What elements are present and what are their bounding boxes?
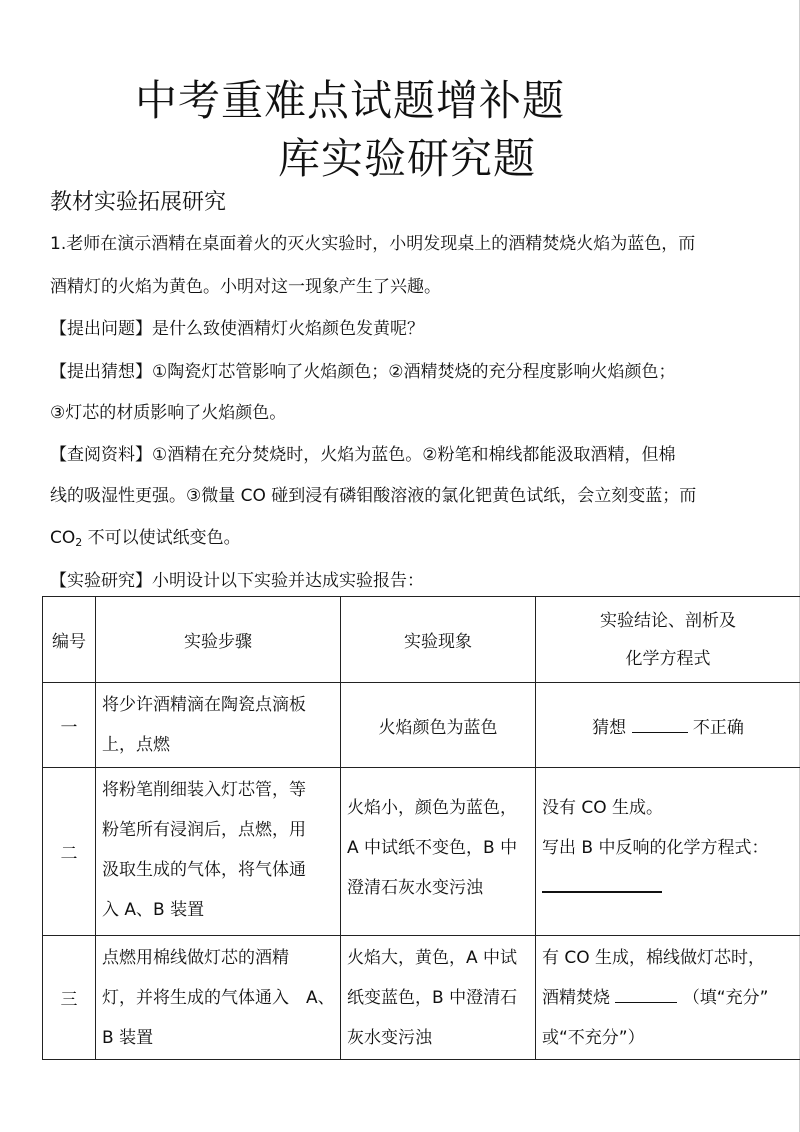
row2-steps-line-3: 汲取生成的气体，将气体通 — [102, 860, 306, 880]
row1-steps-line-2: 上，点燃 — [102, 735, 170, 755]
row3-conclusion-line-2 — [542, 978, 796, 1018]
co2-formula: CO — [50, 528, 76, 548]
row2-phenomena-line-2: A 中试纸不变色，B 中 — [347, 838, 518, 858]
page-title-line-2: 库实验研究题 — [278, 134, 537, 183]
row3-phenomena-line-2: 纸变蓝色，B 中澄清石 — [347, 988, 518, 1008]
row2-conclusion-line-2: 写出 B 中反响的化学方程式： — [542, 838, 769, 858]
row3-conclusion-line-3: 或“不充分”） — [542, 1028, 645, 1048]
combustion-answer-blank[interactable] — [615, 988, 677, 1003]
header-conclusion — [536, 597, 800, 683]
row3-phenomena-line-1: 火焰大，黄色，A 中试 — [347, 948, 518, 968]
data-line-2: 线的吸湿性更强。③微量 CO 碰到浸有磷钼酸溶液的氯化钯黄色试纸，会立刻变蓝；而 — [50, 486, 697, 506]
row1-phenomena: 火焰颜色为蓝色 — [341, 683, 536, 768]
hypothesis-line-1: 【提出猜想】①陶瓷灯芯管影响了火焰颜色；②酒精焚烧的充分程度影响火焰颜色； — [50, 362, 676, 382]
row3-steps — [96, 936, 341, 1060]
row2-phenomena — [341, 768, 536, 936]
row2-conclusion — [536, 768, 800, 936]
row2-conclusion-line-1: 没有 CO 生成。 — [542, 798, 664, 818]
row3-id: 三 — [43, 936, 96, 1060]
row1-conclusion — [536, 683, 800, 768]
equation-answer-blank[interactable] — [542, 877, 662, 893]
row1-steps-line-1: 将少许酒精滴在陶瓷点滴板 — [102, 695, 306, 715]
table-row — [43, 936, 800, 1060]
row2-steps — [96, 768, 341, 936]
row2-phenomena-line-1: 火焰小，颜色为蓝色， — [347, 798, 517, 818]
row1-id: 一 — [43, 683, 96, 768]
data-line-1: 【查阅资料】①酒精在充分焚烧时，火焰为蓝色。②粉笔和棉线都能汲取酒精，但棉 — [50, 445, 676, 465]
data-line-3-text: 不可以使试纸变色。 — [82, 528, 241, 548]
row3-phenomena — [341, 936, 536, 1060]
intro-line-2: 酒精灯的火焰为黄色。小明对这一现象产生了兴趣。 — [50, 277, 441, 297]
table-row — [43, 683, 800, 768]
row1-conclusion-post: 不正确 — [692, 717, 744, 738]
row2-steps-line-4: 入 A、B 装置 — [102, 900, 205, 920]
header-conclusion-line-2: 化学方程式 — [625, 648, 711, 669]
row3-steps-line-1: 点燃用棉线做灯芯的酒精 — [102, 948, 289, 968]
header-phenomena: 实验现象 — [341, 597, 536, 683]
row3-conclusion — [536, 936, 800, 1060]
row1-steps — [96, 683, 341, 768]
row3-conclusion-post: （填“充分” — [682, 988, 769, 1008]
co2-subscript: 2 — [75, 536, 83, 549]
table-row — [43, 768, 800, 936]
row2-steps-line-1: 将粉笔削细装入灯芯管，等 — [102, 780, 306, 800]
row3-steps-line-3: B 装置 — [102, 1028, 154, 1048]
row3-steps-line-2: 灯，并将生成的气体通入 A、 — [102, 988, 335, 1008]
row2-phenomena-line-3: 澄清石灰水变污浊 — [347, 878, 483, 898]
row3-conclusion-line-1: 有 CO 生成，棉线做灯芯时， — [542, 948, 766, 968]
header-id: 编号 — [43, 597, 96, 683]
research-line: 【实验研究】小明设计以下实验并达成实验报告： — [50, 571, 424, 591]
header-steps: 实验步骤 — [96, 597, 341, 683]
row3-conclusion-pre: 酒精焚烧 — [542, 988, 610, 1008]
row1-conclusion-pre: 猜想 — [592, 717, 627, 738]
header-conclusion-line-1: 实验结论、剖析及 — [600, 610, 736, 631]
section-heading: 教材实验拓展研究 — [50, 190, 227, 215]
experiment-table — [42, 596, 800, 1060]
table-header-row — [43, 597, 800, 683]
hypothesis-line-2: ③灯芯的材质影响了火焰颜色。 — [50, 403, 287, 423]
row2-steps-line-2: 粉笔所有浸润后，点燃，用 — [102, 820, 306, 840]
row2-id: 二 — [43, 768, 96, 936]
intro-line-1: 1.老师在演示酒精在桌面着火的灭火实验时，小明发现桌上的酒精焚烧火焰为蓝色，而 — [50, 234, 696, 254]
data-line-3 — [50, 523, 241, 549]
row3-phenomena-line-3: 灰水变污浊 — [347, 1028, 432, 1048]
hypothesis-answer-blank[interactable] — [632, 718, 688, 733]
page-title-line-1: 中考重难点试题增补题 — [135, 76, 566, 125]
question-line: 【提出问题】是什么致使酒精灯火焰颜色发黄呢？ — [50, 319, 424, 339]
